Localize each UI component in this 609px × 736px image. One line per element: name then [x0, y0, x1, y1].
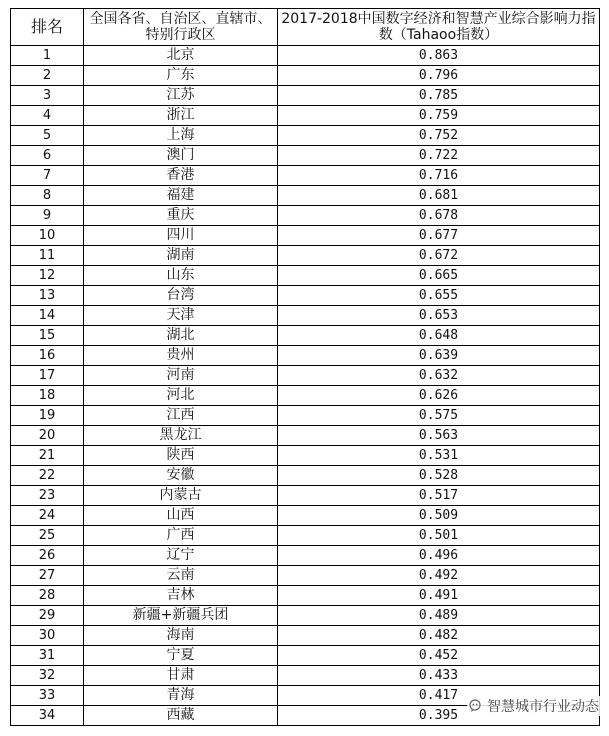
rank-cell: 4	[11, 106, 84, 126]
region-cell: 安徽	[84, 466, 278, 486]
rank-cell: 20	[11, 426, 84, 446]
region-cell: 北京	[84, 46, 278, 66]
value-cell: 0.395	[278, 706, 600, 726]
header-index: 2017-2018中国数字经济和智慧产业综合影响力指数（Tahaoo指数）	[278, 9, 600, 46]
rank-cell: 7	[11, 166, 84, 186]
rank-cell: 6	[11, 146, 84, 166]
rank-cell: 12	[11, 266, 84, 286]
rank-cell: 34	[11, 706, 84, 726]
value-cell: 0.796	[278, 66, 600, 86]
rank-cell: 9	[11, 206, 84, 226]
value-cell: 0.863	[278, 46, 600, 66]
rank-cell: 11	[11, 246, 84, 266]
region-cell: 四川	[84, 226, 278, 246]
rank-cell: 5	[11, 126, 84, 146]
region-cell: 江苏	[84, 86, 278, 106]
table-row	[11, 266, 600, 286]
rank-cell: 8	[11, 186, 84, 206]
region-cell: 甘肃	[84, 666, 278, 686]
table-row	[11, 586, 600, 606]
table-row	[11, 246, 600, 266]
value-cell: 0.517	[278, 486, 600, 506]
region-cell: 西藏	[84, 706, 278, 726]
region-cell: 宁夏	[84, 646, 278, 666]
table-row	[11, 606, 600, 626]
rank-cell: 15	[11, 326, 84, 346]
value-cell: 0.632	[278, 366, 600, 386]
region-cell: 福建	[84, 186, 278, 206]
rank-cell: 23	[11, 486, 84, 506]
rank-cell: 26	[11, 546, 84, 566]
region-cell: 云南	[84, 566, 278, 586]
table-row	[11, 486, 600, 506]
table-row	[11, 546, 600, 566]
header-row	[11, 9, 600, 46]
value-cell: 0.752	[278, 126, 600, 146]
rank-cell: 24	[11, 506, 84, 526]
rank-cell: 19	[11, 406, 84, 426]
value-cell: 0.648	[278, 326, 600, 346]
table-row	[11, 126, 600, 146]
region-cell: 贵州	[84, 346, 278, 366]
table-row	[11, 666, 600, 686]
table-row	[11, 66, 600, 86]
rank-cell: 21	[11, 446, 84, 466]
rank-cell: 16	[11, 346, 84, 366]
region-cell: 新疆+新疆兵团	[84, 606, 278, 626]
rank-cell: 29	[11, 606, 84, 626]
value-cell: 0.677	[278, 226, 600, 246]
rank-cell: 17	[11, 366, 84, 386]
table-row	[11, 446, 600, 466]
table-row	[11, 566, 600, 586]
region-cell: 内蒙古	[84, 486, 278, 506]
rank-cell: 14	[11, 306, 84, 326]
table-row	[11, 426, 600, 446]
rank-cell: 32	[11, 666, 84, 686]
region-cell: 重庆	[84, 206, 278, 226]
rank-cell: 18	[11, 386, 84, 406]
table-row	[11, 326, 600, 346]
value-cell: 0.496	[278, 546, 600, 566]
value-cell: 0.722	[278, 146, 600, 166]
table-row	[11, 206, 600, 226]
value-cell: 0.575	[278, 406, 600, 426]
value-cell: 0.678	[278, 206, 600, 226]
value-cell: 0.417	[278, 686, 600, 706]
rank-cell: 33	[11, 686, 84, 706]
table-row	[11, 406, 600, 426]
rank-cell: 25	[11, 526, 84, 546]
value-cell: 0.492	[278, 566, 600, 586]
region-cell: 陕西	[84, 446, 278, 466]
watermark	[467, 696, 601, 716]
value-cell: 0.665	[278, 266, 600, 286]
rank-cell: 3	[11, 86, 84, 106]
region-cell: 香港	[84, 166, 278, 186]
region-cell: 广东	[84, 66, 278, 86]
value-cell: 0.626	[278, 386, 600, 406]
value-cell: 0.655	[278, 286, 600, 306]
value-cell: 0.681	[278, 186, 600, 206]
value-cell: 0.528	[278, 466, 600, 486]
value-cell: 0.433	[278, 666, 600, 686]
value-cell: 0.452	[278, 646, 600, 666]
region-cell: 青海	[84, 686, 278, 706]
value-cell: 0.785	[278, 86, 600, 106]
rank-cell: 28	[11, 586, 84, 606]
rank-cell: 13	[11, 286, 84, 306]
region-cell: 吉林	[84, 586, 278, 606]
table-body	[11, 46, 600, 726]
value-cell: 0.639	[278, 346, 600, 366]
region-cell: 浙江	[84, 106, 278, 126]
rank-cell: 22	[11, 466, 84, 486]
rank-cell: 31	[11, 646, 84, 666]
region-cell: 辽宁	[84, 546, 278, 566]
rank-cell: 1	[11, 46, 84, 66]
region-cell: 黑龙江	[84, 426, 278, 446]
region-cell: 天津	[84, 306, 278, 326]
table-row	[11, 626, 600, 646]
value-cell: 0.653	[278, 306, 600, 326]
region-cell: 台湾	[84, 286, 278, 306]
region-cell: 山西	[84, 506, 278, 526]
rank-cell: 27	[11, 566, 84, 586]
table-row	[11, 306, 600, 326]
value-cell: 0.563	[278, 426, 600, 446]
value-cell: 0.482	[278, 626, 600, 646]
table-row	[11, 386, 600, 406]
value-cell: 0.491	[278, 586, 600, 606]
region-cell: 山东	[84, 266, 278, 286]
region-cell: 澳门	[84, 146, 278, 166]
table-row	[11, 366, 600, 386]
value-cell: 0.759	[278, 106, 600, 126]
value-cell: 0.672	[278, 246, 600, 266]
table-row	[11, 346, 600, 366]
region-cell: 上海	[84, 126, 278, 146]
table-row	[11, 146, 600, 166]
wechat-icon	[469, 699, 483, 713]
region-cell: 海南	[84, 626, 278, 646]
value-cell: 0.501	[278, 526, 600, 546]
region-cell: 广西	[84, 526, 278, 546]
table-row	[11, 226, 600, 246]
table-row	[11, 526, 600, 546]
region-cell: 河北	[84, 386, 278, 406]
table-row	[11, 506, 600, 526]
value-cell: 0.531	[278, 446, 600, 466]
table-row	[11, 46, 600, 66]
value-cell: 0.509	[278, 506, 600, 526]
table-row	[11, 86, 600, 106]
table-row	[11, 106, 600, 126]
header-rank: 排名	[11, 9, 84, 46]
region-cell: 江西	[84, 406, 278, 426]
header-region: 全国各省、自治区、直辖市、特别行政区	[84, 9, 278, 46]
table-row	[11, 166, 600, 186]
rank-cell: 30	[11, 626, 84, 646]
rank-cell: 2	[11, 66, 84, 86]
table-row	[11, 286, 600, 306]
rank-cell: 10	[11, 226, 84, 246]
region-cell: 湖北	[84, 326, 278, 346]
ranking-table	[10, 8, 600, 726]
table-row	[11, 466, 600, 486]
table-row	[11, 646, 600, 666]
value-cell: 0.489	[278, 606, 600, 626]
table-row	[11, 186, 600, 206]
region-cell: 湖南	[84, 246, 278, 266]
region-cell: 河南	[84, 366, 278, 386]
watermark-text: 智慧城市行业动态	[487, 699, 599, 715]
value-cell: 0.716	[278, 166, 600, 186]
